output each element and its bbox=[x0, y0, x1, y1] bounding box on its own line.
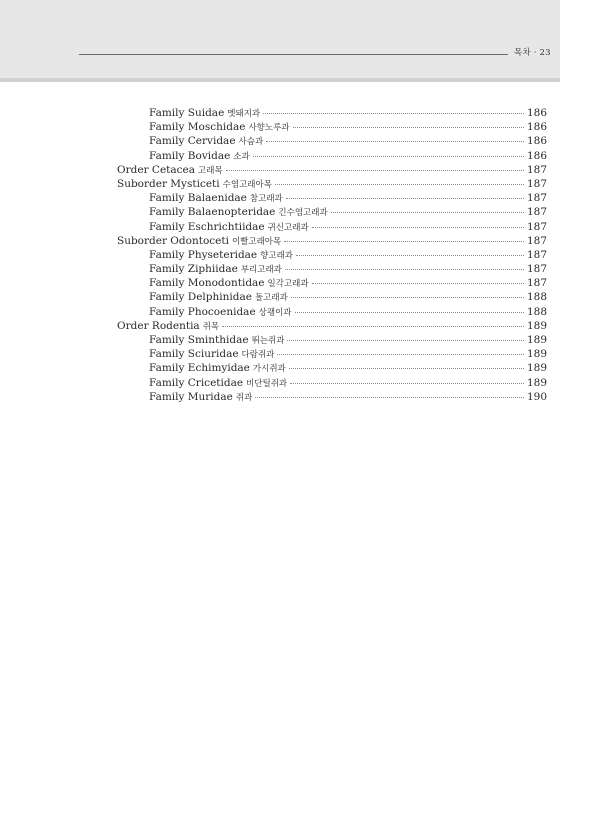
toc-entry[interactable] bbox=[117, 191, 547, 205]
toc-entry[interactable] bbox=[117, 134, 547, 148]
toc-dot-leader bbox=[226, 170, 524, 171]
toc-entry-title: Family Physeteridae bbox=[149, 248, 258, 261]
toc-entry-korean-name: 다람쥐과 bbox=[241, 350, 275, 361]
toc-page-number: 189 bbox=[526, 376, 547, 389]
toc-dot-leader bbox=[287, 340, 524, 341]
toc-dot-leader bbox=[293, 127, 524, 128]
toc-entry-title: Family Eschrichtiidae bbox=[149, 220, 265, 233]
toc-entry-title: Family Sciuridae bbox=[149, 348, 239, 361]
toc-dot-leader bbox=[275, 184, 524, 185]
toc-page-number: 190 bbox=[526, 390, 547, 403]
toc-page-number: 187 bbox=[526, 163, 547, 176]
toc-entry-korean-name: 가시쥐과 bbox=[252, 364, 286, 375]
toc-page-number: 187 bbox=[526, 177, 547, 190]
running-header-page-label: 목차 · 23 bbox=[514, 48, 551, 58]
toc-entry[interactable] bbox=[117, 319, 547, 333]
toc-entry[interactable] bbox=[117, 234, 547, 248]
toc-entry[interactable] bbox=[117, 333, 547, 347]
toc-entry-korean-name: 소과 bbox=[233, 151, 250, 162]
toc-entry[interactable] bbox=[117, 177, 547, 191]
toc-entry[interactable] bbox=[117, 205, 547, 219]
toc-dot-leader bbox=[255, 397, 524, 398]
page-header-band bbox=[0, 0, 560, 78]
toc-page-number: 189 bbox=[526, 362, 547, 375]
toc-entry-korean-name: 쥐목 bbox=[202, 321, 220, 332]
toc-entry-korean-name: 참고래과 bbox=[249, 194, 283, 205]
toc-entry-title: Family Bovidae bbox=[149, 149, 231, 162]
toc-dot-leader bbox=[331, 212, 524, 213]
toc-entry[interactable] bbox=[117, 163, 547, 177]
toc-entry-korean-name: 긴수염고래과 bbox=[278, 208, 328, 219]
toc-dot-leader bbox=[284, 241, 524, 242]
toc-page-number: 187 bbox=[526, 220, 547, 233]
toc-entry-title: Family Suidae bbox=[149, 107, 225, 119]
toc-dot-leader bbox=[289, 368, 524, 369]
toc-entry-title: Family Sminthidae bbox=[149, 334, 249, 346]
toc-dot-leader bbox=[286, 198, 524, 199]
toc-entry[interactable] bbox=[117, 376, 547, 390]
toc-entry-korean-name: 귀신고래과 bbox=[267, 222, 309, 233]
toc-dot-leader bbox=[285, 269, 524, 270]
toc-dot-leader bbox=[290, 383, 524, 384]
toc-page-number: 186 bbox=[526, 121, 547, 134]
toc-dot-leader bbox=[277, 354, 524, 355]
toc-entry-title: Family Monodontidae bbox=[149, 277, 265, 290]
toc-entry-title: Order Rodentia bbox=[117, 319, 200, 332]
toc-page-number: 188 bbox=[526, 305, 547, 318]
toc-entry[interactable] bbox=[117, 262, 547, 276]
toc-entry-korean-name: 수염고래아목 bbox=[222, 179, 272, 190]
toc-entry[interactable] bbox=[117, 361, 547, 375]
toc-dot-leader bbox=[253, 156, 524, 157]
toc-entry[interactable] bbox=[117, 248, 547, 262]
toc-page-number: 187 bbox=[526, 234, 547, 247]
toc-dot-leader bbox=[295, 312, 524, 313]
toc-page-number: 188 bbox=[526, 291, 547, 304]
toc-entry-korean-name: 뛰는쥐과 bbox=[251, 336, 285, 346]
toc-entry-korean-name: 돌고래과 bbox=[254, 293, 288, 304]
toc-entry[interactable] bbox=[117, 276, 547, 290]
toc-entry[interactable] bbox=[117, 290, 547, 304]
toc-entry-korean-name: 향고래과 bbox=[260, 250, 294, 261]
toc-page-number: 187 bbox=[526, 263, 547, 276]
toc-entry[interactable] bbox=[117, 305, 547, 319]
toc-entry-title: Suborder Mysticeti bbox=[117, 177, 220, 190]
toc-entry-korean-name: 쥐과 bbox=[235, 392, 253, 403]
toc-dot-leader bbox=[291, 297, 524, 298]
toc-entry-title: Family Echimyidae bbox=[149, 362, 250, 375]
toc-page-number: 187 bbox=[526, 277, 547, 290]
toc-entry-korean-name: 상괭이과 bbox=[258, 307, 292, 318]
toc-entry-title: Family Phocoenidae bbox=[149, 305, 256, 318]
toc-entry-title: Family Moschidae bbox=[149, 121, 246, 134]
toc-dot-leader bbox=[296, 255, 524, 256]
toc-entry-title: Family Delphinidae bbox=[149, 291, 252, 304]
toc-entry-korean-name: 일각고래과 bbox=[267, 279, 309, 290]
toc-dot-leader bbox=[312, 283, 524, 284]
toc-page-number: 187 bbox=[526, 248, 547, 261]
toc-page-number: 187 bbox=[526, 192, 547, 205]
toc-entry-korean-name: 멧돼지과 bbox=[227, 109, 261, 119]
toc-entry-title: Family Balaenopteridae bbox=[149, 206, 276, 219]
toc-entry[interactable] bbox=[117, 347, 547, 361]
toc-page-number: 186 bbox=[526, 107, 547, 119]
toc-entry[interactable] bbox=[117, 149, 547, 163]
toc-entry[interactable] bbox=[117, 390, 547, 404]
toc-entry[interactable] bbox=[117, 120, 547, 134]
toc-entry-korean-name: 부리고래과 bbox=[240, 265, 282, 276]
table-of-contents bbox=[117, 106, 547, 404]
toc-entry[interactable] bbox=[117, 106, 547, 120]
toc-page-number: 189 bbox=[526, 334, 547, 346]
toc-page-number: 187 bbox=[526, 206, 547, 219]
toc-entry-title: Family Cervidae bbox=[149, 135, 236, 148]
toc-dot-leader bbox=[266, 141, 524, 142]
toc-entry-korean-name: 이빨고래아목 bbox=[231, 236, 282, 247]
toc-entry-korean-name: 사슴과 bbox=[238, 137, 264, 148]
toc-dot-leader bbox=[263, 113, 524, 114]
toc-entry-title: Family Ziphiidae bbox=[149, 263, 238, 276]
toc-page-number: 186 bbox=[526, 135, 547, 148]
toc-page-number: 186 bbox=[526, 149, 547, 162]
toc-entry-title: Family Muridae bbox=[149, 390, 233, 403]
toc-entry-korean-name: 비단털쥐과 bbox=[246, 378, 288, 389]
toc-dot-leader bbox=[222, 326, 524, 327]
toc-entry-title: Suborder Odontoceti bbox=[117, 234, 229, 247]
toc-dot-leader bbox=[312, 227, 524, 228]
header-rule bbox=[79, 54, 508, 55]
toc-entry-korean-name: 사향노루과 bbox=[248, 123, 290, 134]
toc-entry-title: Family Balaenidae bbox=[149, 192, 247, 205]
toc-page-number: 189 bbox=[526, 319, 547, 332]
toc-page-number: 189 bbox=[526, 348, 547, 361]
toc-entry[interactable] bbox=[117, 220, 547, 234]
toc-entry-title: Order Cetacea bbox=[117, 163, 196, 176]
toc-entry-korean-name: 고래목 bbox=[198, 165, 223, 176]
toc-entry-title: Family Cricetidae bbox=[149, 376, 244, 389]
page-header-shadow bbox=[0, 78, 560, 82]
